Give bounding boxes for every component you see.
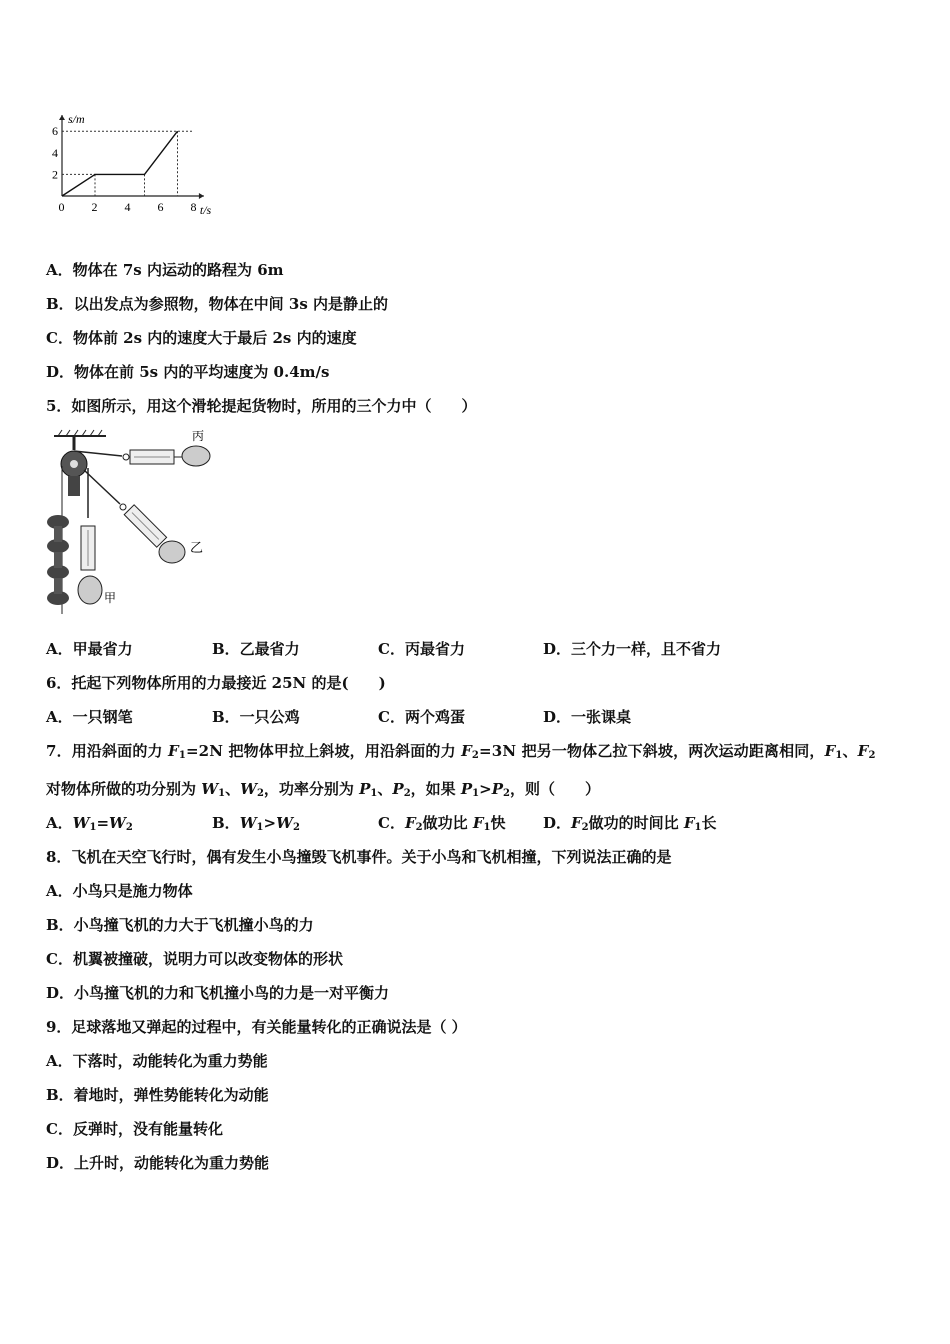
- q9-option-b: B．着地时，弹性势能转化为动能: [46, 1086, 269, 1104]
- q9-option-d: D．上升时，动能转化为重力势能: [46, 1154, 270, 1172]
- q8-stem: 8．飞机在天空飞行时，偶有发生小鸟撞毁飞机事件。关于小鸟和飞机相撞，下列说法正确的是: [46, 848, 672, 866]
- q7-option-a: A．$W_1=W_2$: [46, 814, 133, 833]
- x-axis-label: t/s: [199, 203, 212, 217]
- x-tick-label: 6: [157, 200, 164, 214]
- q6-option-c: C．两个鸡蛋: [378, 708, 465, 726]
- x-tick-label: 8: [190, 200, 197, 214]
- q6-option-a: A．一只钢笔: [46, 708, 133, 726]
- q4-option-d: D．物体在前 5s 内的平均速度为 0.4m/s: [46, 363, 330, 381]
- label-yi: 乙: [190, 540, 204, 555]
- series-line: [62, 131, 178, 196]
- weights-stack: [47, 515, 69, 605]
- hand-jia: [78, 576, 102, 604]
- q8-option-b: B．小鸟撞飞机的力大于飞机撞小鸟的力: [46, 916, 314, 934]
- x-axis-arrow: [199, 193, 204, 199]
- q9-stem: 9．足球落地又弹起的过程中，有关能量转化的正确说法是（ ）: [46, 1018, 467, 1036]
- q4-option-a: A．物体在 7s 内运动的路程为 6m: [46, 261, 284, 279]
- q5-option-d: D．三个力一样，且不省力: [543, 640, 722, 658]
- q6-stem: 6．托起下列物体所用的力最接近 25N 的是( ): [46, 674, 386, 692]
- y-axis-label: s/m: [68, 112, 85, 126]
- pulley-figure: [44, 426, 224, 620]
- q5-stem: 5．如图所示，用这个滑轮提起货物时，所用的三个力中（ ）: [46, 397, 477, 415]
- st-graph: [40, 96, 220, 224]
- q9-option-a: A．下落时，动能转化为重力势能: [46, 1052, 268, 1070]
- label-bing: 丙: [192, 429, 205, 443]
- ceiling-hatch: [54, 430, 106, 436]
- hand-yi: [159, 541, 185, 563]
- x-tick-label: 2: [91, 200, 98, 214]
- q6-option-d: D．一张课桌: [543, 708, 632, 726]
- x-tick-label: 0: [58, 200, 65, 214]
- q5-option-b: B．乙最省力: [212, 640, 300, 658]
- y-tick-label: 4: [52, 145, 58, 160]
- hand-bing: [182, 446, 210, 466]
- q8-option-c: C．机翼被撞破，说明力可以改变物体的形状: [46, 950, 343, 968]
- q7-option-c: C．$F_2$做功比 $F_1$快: [378, 814, 506, 833]
- q7-option-d: D．$F_2$做功的时间比 $F_1$长: [543, 814, 717, 833]
- y-tick-label: 2: [52, 167, 58, 182]
- q5-option-a: A．甲最省力: [46, 640, 133, 658]
- q5-option-c: C．丙最省力: [378, 640, 465, 658]
- x-tick-label: 4: [124, 200, 131, 214]
- q6-option-b: B．一只公鸡: [212, 708, 300, 726]
- q7-option-b: B．$W_1>W_2$: [212, 814, 300, 833]
- q7-stem-line2: 对物体所做的功分别为 $W_1$、$W_2$，功率分别为 $P_1$、$P_2$，如果 $P_1>P_2$，则（ ）: [46, 780, 600, 799]
- q9-option-c: C．反弹时，没有能量转化: [46, 1120, 223, 1138]
- label-jia: 甲: [104, 591, 117, 605]
- y-tick-label: 6: [52, 124, 58, 139]
- q4-option-c: C．物体前 2s 内的速度大于最后 2s 内的速度: [46, 329, 357, 347]
- y-axis-arrow: [59, 115, 65, 120]
- q8-option-a: A．小鸟只是施力物体: [46, 882, 193, 900]
- q7-stem-line1: 7．用沿斜面的力 $F_1=2N$ 把物体甲拉上斜坡，用沿斜面的力 $F_2=3N$ 把另一物体乙拉下斜坡，两次运动距离相同，$F_1$、$F_2$: [46, 742, 876, 761]
- q4-option-b: B．以出发点为参照物，物体在中间 3s 内是静止的: [46, 295, 389, 313]
- q8-option-d: D．小鸟撞飞机的力和飞机撞小鸟的力是一对平衡力: [46, 984, 390, 1002]
